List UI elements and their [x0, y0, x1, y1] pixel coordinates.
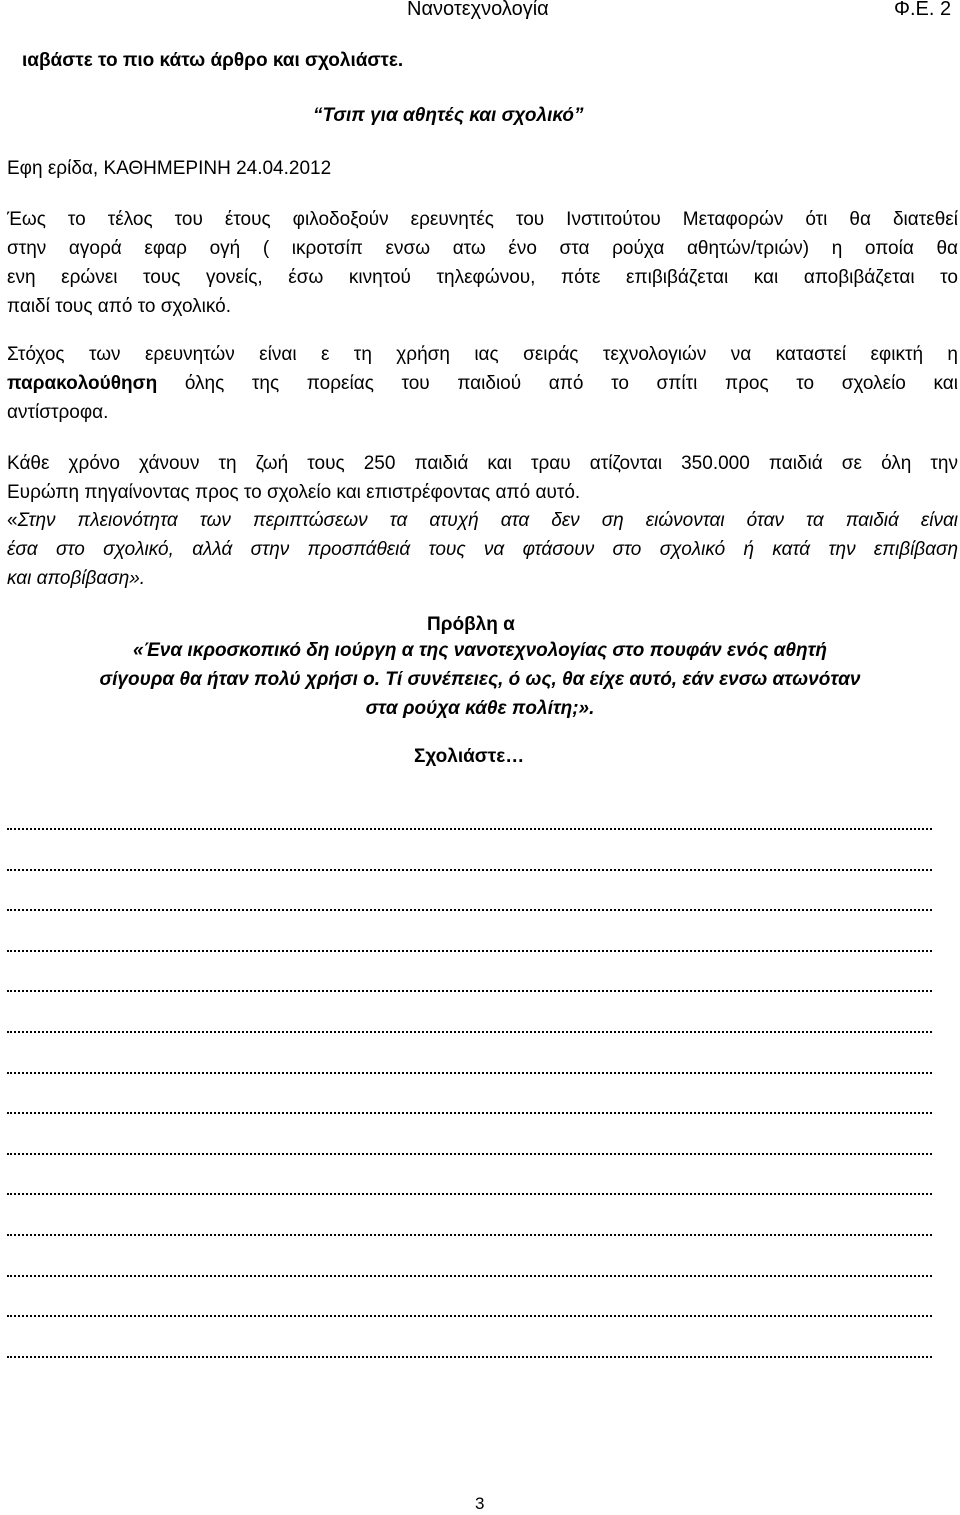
paragraph-1-line-1: Έως το τέλος του έτους φιλοδοξούν ερευνητές του Ινστιτούτου Μεταφορών ότι θα διατεθεί — [7, 209, 958, 230]
answer-line[interactable] — [7, 1311, 932, 1317]
comment-heading: Σχολιάστε… — [414, 746, 525, 767]
paragraph-4-line-3: και αποβίβαση». — [7, 568, 146, 589]
answer-line[interactable] — [7, 1230, 932, 1236]
article-source: Εφη ερίδα, ΚΑΘΗΜΕΡΙΝΗ 24.04.2012 — [7, 158, 332, 179]
problem-heading: Πρόβλη α — [427, 614, 515, 635]
problem-line-2: σίγουρα θα ήταν πολύ χρήσι ο. Τί συνέπειες, ό ως, θα είχε αυτό, εάν ενσω ατωνόταν — [99, 669, 861, 690]
problem-line-3: στα ρούχα κάθε πολίτη;». — [365, 698, 595, 719]
paragraph-3-line-2: Ευρώπη πηγαίνοντας προς το σχολείο και επιστρέφοντας από αυτό. — [7, 482, 581, 503]
paragraph-2-line-2-rest: όλης της πορείας του παιδιού από το σπίτι προς το σχολείο και — [184, 373, 958, 394]
page-number: 3 — [475, 1494, 485, 1513]
problem-line-1: «Ένα ικροσκοπικό δη ιούργη α της νανοτεχνολογίας στο πουφάν ενός αθητή — [133, 640, 827, 661]
answer-line[interactable] — [7, 1149, 932, 1155]
paragraph-4-line-1 — [7, 506, 958, 535]
answer-line[interactable] — [7, 986, 932, 992]
answer-line[interactable] — [7, 865, 932, 871]
paragraph-2-bold-word: παρακολούθηση — [7, 373, 158, 394]
answer-line[interactable] — [7, 1068, 932, 1074]
paragraph-1-line-2: στην αγορά εφαρ ογή ( ικροτσίπ ενσω ατω ένο στα ρούχα αθητών/τριών) η οποία θα — [7, 238, 958, 259]
paragraph-3-line-1: Κάθε χρόνο χάνουν τη ζωή τους 250 παιδιά και τραυ ατίζονται 350.000 παιδιά σε όλη την — [7, 453, 958, 474]
paragraph-2-line-2 — [7, 369, 958, 398]
answer-line[interactable] — [7, 905, 932, 911]
header-subject: Νανοτεχνολογία — [407, 0, 549, 20]
article-title: “Τσιπ για αθητές και σχολικό” — [313, 105, 584, 126]
instruction: ιαβάστε το πιο κάτω άρθρο και σχολιάστε. — [22, 50, 404, 71]
answer-line[interactable] — [7, 1352, 932, 1358]
answer-line[interactable] — [7, 1271, 932, 1277]
paragraph-1-line-3: ενη ερώνει τους γονείς, έσω κινητού τηλεφώνου, πότε επιβιβάζεται και αποβιβάζεται το — [7, 267, 958, 288]
answer-line[interactable] — [7, 1027, 932, 1033]
answer-line[interactable] — [7, 946, 932, 952]
paragraph-1-line-4: παιδί τους από το σχολικό. — [7, 296, 232, 317]
header-code: Φ.Ε. 2 — [894, 0, 952, 20]
paragraph-4-line-1-italic: Στην πλειονότητα των περιπτώσεων τα ατυχή ατα δεν ση ειώνονται όταν τα παιδιά είναι — [17, 510, 958, 531]
paragraph-2-line-3: αντίστροφα. — [7, 402, 109, 423]
answer-line[interactable] — [7, 1189, 932, 1195]
answer-line[interactable] — [7, 1108, 932, 1114]
paragraph-2-line-1: Στόχος των ερευνητών είναι ε τη χρήση ιας σειράς τεχνολογιών να καταστεί εφικτή η — [7, 344, 958, 365]
quote-open-mark: « — [7, 510, 18, 531]
paragraph-4-line-2: έσα στο σχολικό, αλλά στην προσπάθειά τους να φτάσουν στο σχολικό ή κατά την επιβίβαση — [7, 539, 958, 560]
answer-line[interactable] — [7, 824, 932, 830]
